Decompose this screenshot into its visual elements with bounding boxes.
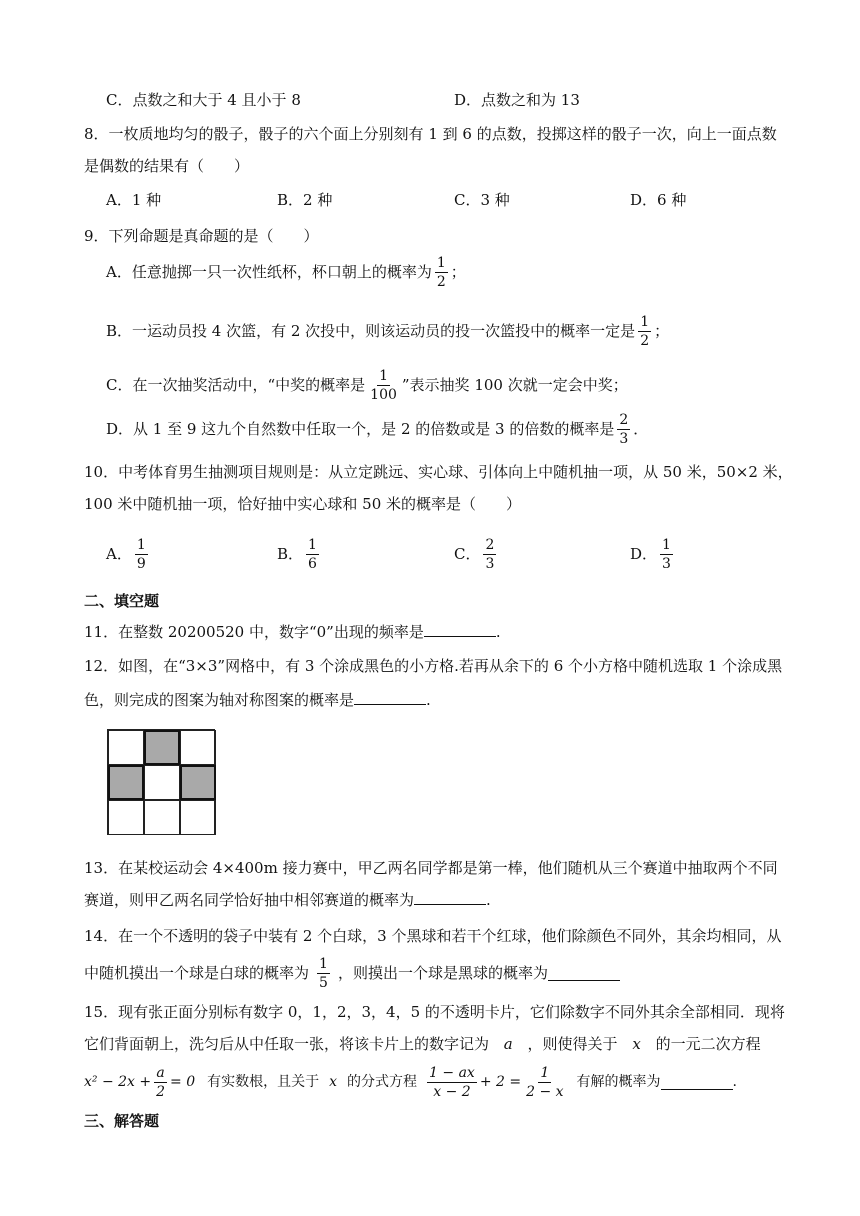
option-letter: A．: [106, 545, 132, 563]
denominator: 3: [662, 555, 671, 572]
q10-stem-line1: 10．中考体育男生抽测项目规则是：从立定跳远、实心球、引体向上中随机抽一项，从 50 米，50×2 米，: [84, 463, 793, 481]
q9-b-text: B．一运动员投 4 次篮，有 2 次投中，则该运动员的投一次篮投中的概率一定是: [106, 322, 636, 340]
equation-fractional-lhs: [427, 1066, 477, 1099]
denominator: 6: [308, 555, 317, 572]
q9-c-end: ”表示抽奖 100 次就一定会中奖；: [401, 376, 628, 394]
q10-stem-line2: 100 米中随机抽一项，恰好抽中实心球和 50 米的概率是（ ）: [84, 495, 522, 513]
grid-cell-empty: [180, 800, 216, 835]
numerator: 1: [308, 536, 317, 553]
q15-stem-line3: [84, 1062, 737, 1102]
q11-text: 11．在整数 20200520 中，数字“0”出现的频率是: [84, 623, 424, 641]
q14-fraction: [317, 957, 330, 990]
denominator: 3: [619, 430, 629, 447]
numerator: 1: [379, 367, 388, 384]
q15-text-mid1: 有实数根，且关于: [207, 1074, 320, 1090]
numerator: 1: [662, 536, 671, 553]
q9-b-fraction: [638, 315, 651, 348]
q9-option-b: [106, 312, 669, 350]
section-heading-solutions: 三、解答题: [84, 1112, 160, 1130]
q9-option-d: [106, 410, 648, 448]
grid-cell-empty: [108, 800, 144, 835]
denominator: 9: [136, 555, 146, 572]
grid-cell-shaded: [108, 765, 144, 800]
q9-a-text: A．任意抛掷一只一次性纸杯，杯口朝上的概率为: [106, 263, 432, 281]
q8-stem-line1: 8．一枚质地均匀的骰子，骰子的六个面上分别刻有 1 到 6 的点数，投掷这样的骰子一次，向上一面点数: [84, 125, 777, 143]
denominator: 3: [485, 555, 495, 572]
equation-quadratic-fraction: [154, 1066, 167, 1099]
q8-option-b: B．2 种: [277, 191, 333, 209]
option-letter: B．: [277, 545, 304, 563]
q10-c-fraction: [483, 538, 496, 571]
grid-cell-empty: [144, 800, 180, 835]
q9-stem: 9．下列命题是真命题的是（ ）: [84, 227, 319, 245]
denominator: 100: [370, 386, 397, 403]
equation-quadratic-left: x² − 2x +: [84, 1074, 152, 1090]
q8-stem-line2: 是偶数的结果有（ ）: [84, 157, 250, 175]
q15-text-end: 有解的概率为: [576, 1074, 661, 1090]
numerator: a: [156, 1064, 165, 1081]
q9-c-fraction: [368, 369, 399, 402]
variable-x: x: [632, 1035, 641, 1053]
grid-cell-empty: [144, 765, 180, 800]
q10-option-d: [630, 534, 676, 574]
q10-option-c: [454, 534, 499, 574]
q9-b-end: ；: [654, 322, 670, 340]
q10-a-fraction: [135, 538, 148, 571]
answer-blank[interactable]: [354, 690, 426, 705]
option-letter: C．: [454, 545, 481, 563]
q9-a-end: ；: [450, 263, 466, 281]
q15-stem-line1: 15．现有张正面分别标有数字 0，1，2，3，4，5 的不透明卡片，它们除数字不同外其余全部相同．现将: [84, 1003, 785, 1021]
q15-text-mid2: 的分式方程: [347, 1074, 418, 1090]
section-heading-fill-in: 二、填空题: [84, 592, 160, 610]
q15-text: 它们背面朝上，洗匀后从中任取一张，将该卡片上的数字记为: [84, 1035, 490, 1053]
equation-fractional-mid: + 2 =: [479, 1074, 522, 1090]
numerator: 1: [136, 536, 146, 553]
q12-end: .: [426, 691, 431, 709]
equation-fractional-rhs: [524, 1066, 565, 1099]
q11: [84, 622, 501, 642]
grid-cell-empty: [108, 730, 144, 765]
q14-stem-line2: [84, 954, 620, 992]
q9-d-fraction: [617, 413, 630, 446]
option-letter: D．: [630, 545, 658, 563]
q9-d-text: D．从 1 至 9 这九个自然数中任取一个，是 2 的倍数或是 3 的倍数的概率是: [106, 420, 615, 438]
denominator: 2: [156, 1083, 166, 1100]
numerator: 2: [619, 411, 629, 428]
answer-blank[interactable]: [548, 966, 620, 981]
q12-grid-figure: [107, 729, 215, 835]
numerator: 1: [436, 254, 446, 271]
denominator: x − 2: [433, 1083, 471, 1100]
q7-option-d: D．点数之和为 13: [454, 91, 580, 109]
answer-blank[interactable]: [414, 890, 486, 905]
variable-x: x: [329, 1074, 338, 1090]
q7-option-c: C．点数之和大于 4 且小于 8: [106, 91, 301, 109]
variable-a: a: [503, 1035, 513, 1053]
q8-option-d: D．6 种: [630, 191, 687, 209]
numerator: 1: [540, 1064, 550, 1081]
q8-option-a: A．1 种: [106, 191, 162, 209]
denominator: 2: [436, 273, 446, 290]
q10-d-fraction: [660, 538, 673, 571]
q15-period: .: [732, 1074, 737, 1090]
q11-end: .: [495, 623, 501, 641]
numerator: 1 − ax: [429, 1064, 475, 1081]
denominator: 5: [319, 974, 328, 991]
numerator: 2: [485, 536, 495, 553]
q13-end: .: [486, 891, 491, 909]
q14-text-tail: ，则摸出一个球是黑球的概率为: [337, 964, 548, 982]
answer-blank[interactable]: [424, 622, 496, 637]
q8-option-c: C．3 种: [454, 191, 510, 209]
denominator: 2 − x: [526, 1083, 564, 1100]
q13-text: 赛道，则甲乙两名同学恰好抽中相邻赛道的概率为: [84, 891, 415, 909]
numerator: 1: [640, 313, 650, 330]
q15-text-tail: 的一元二次方程: [655, 1035, 761, 1053]
equation-quadratic-right: = 0: [170, 1074, 196, 1090]
q9-c-text: C．在一次抽奖活动中，“中奖的概率是: [106, 376, 366, 394]
q10-option-a: [106, 534, 151, 574]
q15-text-mid: ，则使得关于: [527, 1035, 618, 1053]
q10-b-fraction: [306, 538, 319, 571]
denominator: 2: [640, 332, 650, 349]
grid-cell-shaded: [180, 765, 216, 800]
q14-stem-line1: 14．在一个不透明的袋子中装有 2 个白球，3 个黑球和若干个红球，他们除颜色不同外，其余均相同，从: [84, 927, 782, 945]
q14-text: 中随机摸出一个球是白球的概率为: [84, 964, 310, 982]
grid-cell-shaded: [144, 730, 180, 765]
q15-stem-line2: [84, 1034, 761, 1054]
q12-text: 色，则完成的图案为轴对称图案的概率是: [84, 691, 355, 709]
q12-stem-line2: [84, 690, 431, 710]
q9-a-fraction: [435, 256, 448, 289]
answer-blank[interactable]: [661, 1075, 733, 1090]
q9-option-a: [106, 254, 466, 290]
q13-stem-line2: [84, 890, 491, 910]
grid-cell-empty: [180, 730, 216, 765]
numerator: 1: [319, 955, 328, 972]
q9-d-end: ．: [633, 420, 649, 438]
q13-stem-line1: 13．在某校运动会 4×400m 接力赛中，甲乙两名同学都是第一棒，他们随机从三个赛道中抽取两个不同: [84, 859, 778, 877]
q12-stem-line1: 12．如图，在“3×3”网格中，有 3 个涂成黑色的小方格.若再从余下的 6 个小方格中随机选取 1 个涂成黑: [84, 657, 783, 675]
q9-option-c: [106, 366, 628, 404]
q10-option-b: [277, 534, 322, 574]
